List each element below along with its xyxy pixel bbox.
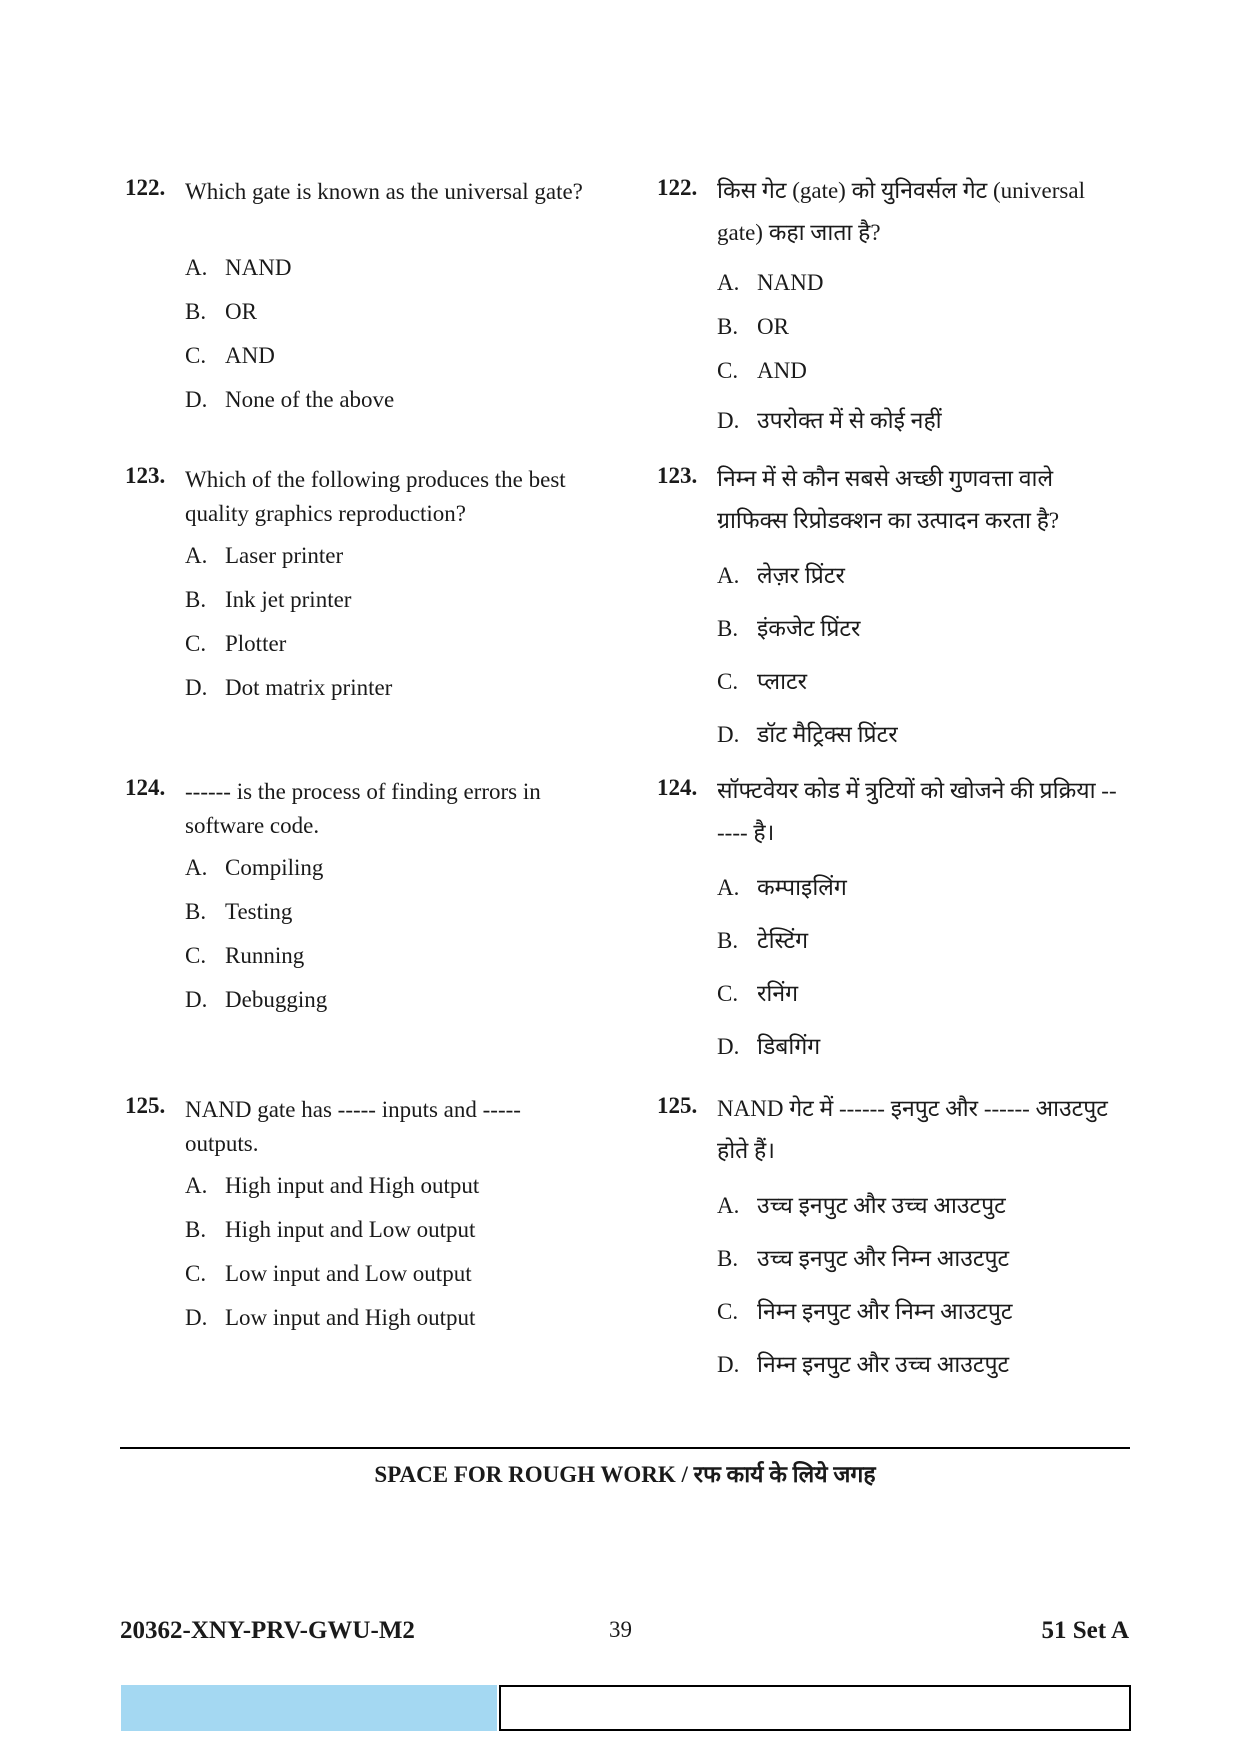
footer-color-bar: [121, 1685, 497, 1731]
option-c: C. Running: [185, 943, 305, 968]
question-text: निम्न में से कौन सबसे अच्छी गुणवत्ता वाले ग्राफिक्स रिप्रोडक्शन का उत्पादन करता है?: [717, 466, 1060, 533]
option-d: D. डॉट मैट्रिक्स प्रिंटर: [717, 722, 898, 747]
question-number: 123.: [657, 463, 698, 488]
option-d: D. Dot matrix printer: [185, 675, 393, 700]
option-c: C. रनिंग: [717, 981, 799, 1006]
option-b: B. उच्च इनपुट और निम्न आउटपुट: [717, 1246, 1010, 1271]
question-text: ------ is the process of finding errors in software code.: [185, 779, 541, 838]
question-number: 125.: [125, 1093, 166, 1118]
option-b: B. Ink jet printer: [185, 587, 352, 612]
option-a: A. Compiling: [185, 855, 324, 880]
question-number: 124.: [657, 775, 698, 800]
option-b: B. इंकजेट प्रिंटर: [717, 616, 861, 641]
question-text: NAND गेट में ------ इनपुट और ------ आउटपुट होते हैं।: [717, 1096, 1108, 1163]
question-text: किस गेट (gate) को युनिवर्सल गेट (universal gate) कहा जाता है?: [717, 178, 1085, 245]
option-c: C. AND: [185, 343, 275, 368]
option-c: C. Plotter: [185, 631, 287, 656]
option-a: A. NAND: [717, 270, 824, 295]
option-a: A. High input and High output: [185, 1173, 480, 1198]
option-b: B. OR: [717, 314, 789, 339]
question-text: Which of the following produces the best quality graphics reproduction?: [185, 467, 566, 526]
question-number: 125.: [657, 1093, 698, 1118]
question-number: 122.: [125, 175, 166, 200]
question-number: 123.: [125, 463, 166, 488]
option-a: A. कम्पाइलिंग: [717, 875, 847, 900]
option-a: A. लेज़र प्रिंटर: [717, 563, 845, 588]
footer-empty-box: [499, 1685, 1131, 1731]
option-b: B. High input and Low output: [185, 1217, 476, 1242]
option-c: C. Low input and Low output: [185, 1261, 472, 1286]
question-number: 122.: [657, 175, 698, 200]
option-d: D. निम्न इनपुट और उच्च आउटपुट: [717, 1352, 1010, 1377]
option-a: A. उच्च इनपुट और उच्च आउटपुट: [717, 1193, 1006, 1218]
divider-rule: [120, 1447, 1130, 1449]
question-number: 124.: [125, 775, 166, 800]
rough-work-heading: SPACE FOR ROUGH WORK / रफ कार्य के लिये जगह: [374, 1462, 876, 1487]
option-d: D. Debugging: [185, 987, 328, 1012]
option-d: D. None of the above: [185, 387, 395, 412]
option-b: B. टेस्टिंग: [717, 928, 809, 953]
option-a: A. Laser printer: [185, 543, 344, 568]
option-c: C. AND: [717, 358, 807, 383]
option-c: C. निम्न इनपुट और निम्न आउटपुट: [717, 1299, 1013, 1324]
option-b: B. OR: [185, 299, 257, 324]
option-a: A. NAND: [185, 255, 292, 280]
option-b: B. Testing: [185, 899, 293, 924]
option-d: D. डिबगिंग: [717, 1034, 821, 1059]
option-d: D. उपरोक्त में से कोई नहीं: [717, 408, 942, 433]
question-text: NAND gate has ----- inputs and ----- outputs.: [185, 1097, 521, 1156]
option-d: D. Low input and High output: [185, 1305, 476, 1330]
option-c: C. प्लाटर: [717, 669, 808, 694]
paper-code: 20362-XNY-PRV-GWU-M2: [120, 1617, 415, 1644]
question-text: Which gate is known as the universal gate?: [185, 179, 583, 204]
set-label: 51 Set A: [1041, 1617, 1129, 1644]
page-number: 39: [609, 1617, 632, 1642]
question-text: सॉफ्टवेयर कोड में त्रुटियों को खोजने की प्रक्रिया ------ है।: [717, 778, 1117, 845]
